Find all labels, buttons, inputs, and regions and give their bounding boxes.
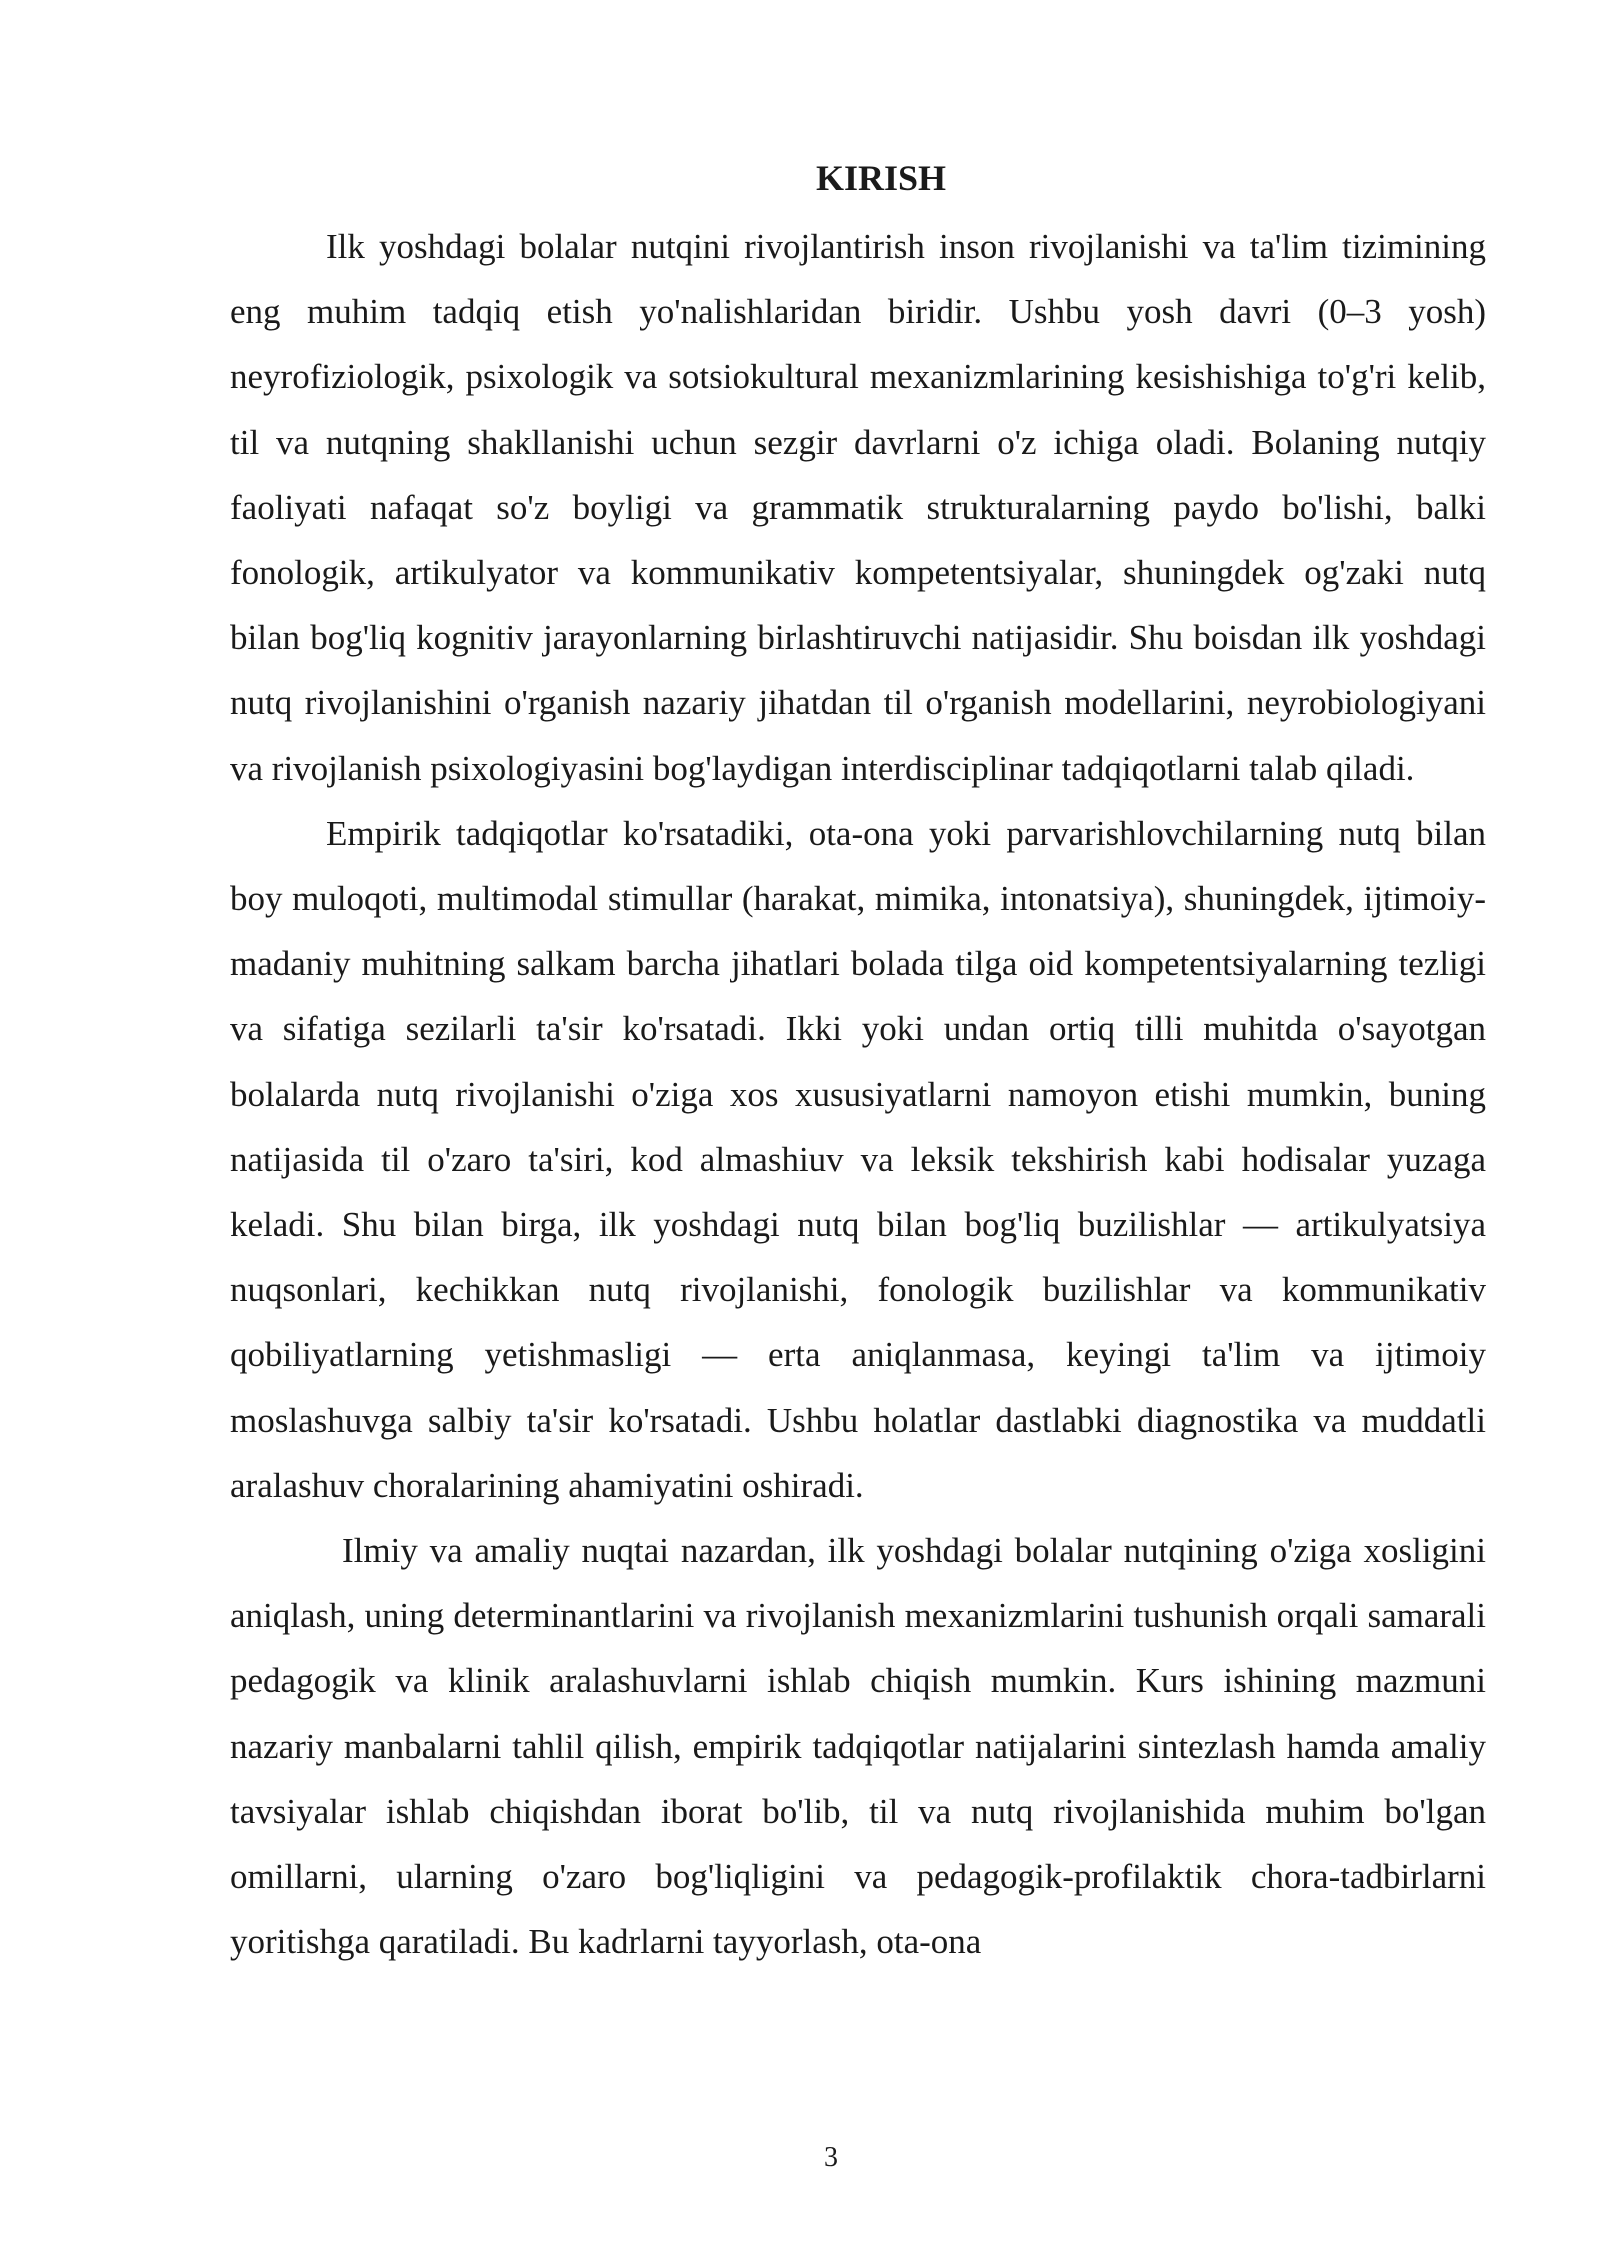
section-title: KIRISH: [815, 158, 947, 198]
paragraph-1: Ilk yoshdagi bolalar nutqini rivojlantirish inson rivojlanishi va ta'lim tizimining eng muhim tadqiq etish yo'nalishlaridan biridir. Ushbu yosh davri (0–3 yosh) neyrofiziologik, psixologik va sotsiokultural mexanizmlarining kesishishiga to'g'ri kelib, til va nutqning shakllanishi uchun sezgir davrlarni o'z ichiga oladi. Bolaning nutqiy faoliyati nafaqat so'z boyligi va grammatik strukturalarning paydo bo'lishi, balki fonologik, artikulyator va kommunikativ kompetentsiyalar, shuningdek og'zaki nutq bilan bog'liq kognitiv jarayonlarning birlashtiruvchi natijasidir. Shu boisdan ilk yoshdagi nutq rivojlanishini o'rganish nazariy jihatdan til o'rganish modellarini, neyrobiologiyani va rivojlanish psixologiyasini bog'laydigan interdisciplinar tadqiqotlarni talab qiladi.: [230, 227, 1486, 788]
page-number: 3: [824, 2142, 838, 2173]
page-content: [230, 148, 1486, 1974]
paragraph-3: Ilmiy va amaliy nuqtai nazardan, ilk yoshdagi bolalar nutqining o'ziga xosligini aniqlash, uning determinantlarini va rivojlanish mexanizmlarini tushunish orqali samarali pedagogik va klinik aralashuvlarni ishlab chiqish mumkin. Kurs ishining mazmuni nazariy manbalarni tahlil qilish, empirik tadqiqotlar natijalarini sintezlash hamda amaliy tavsiyalar ishlab chiqishdan iborat bo'lib, til va nutq rivojlanishida muhim bo'lgan omillarni, ularning o'zaro bog'liqligini va pedagogik-profilaktik chora-tadbirlarni yoritishga qaratiladi. Bu kadrlarni tayyorlash, ota-ona: [230, 1531, 1486, 1962]
paragraph-2: Empirik tadqiqotlar ko'rsatadiki, ota-ona yoki parvarishlovchilarning nutq bilan boy muloqoti, multimodal stimullar (harakat, mimika, intonatsiya), shuningdek, ijtimoiy-madaniy muhitning salkam barcha jihatlari bolada tilga oid kompetentsiyalarning tezligi va sifatiga sezilarli ta'sir ko'rsatadi. Ikki yoki undan ortiq tilli muhitda o'sayotgan bolalarda nutq rivojlanishi o'ziga xos xususiyatlarni namoyon etishi mumkin, buning natijasida til o'zaro ta'siri, kod almashiuv va leksik tekshirish kabi hodisalar yuzaga keladi. Shu bilan birga, ilk yoshdagi nutq bilan bog'liq buzilishlar — artikulyatsiya nuqsonlari, kechikkan nutq rivojlanishi, fonologik buzilishlar va kommunikativ qobiliyatlarning yetishmasligi — erta aniqlanmasa, keyingi ta'lim va ijtimoiy moslashuvga salbiy ta'sir ko'rsatadi. Ushbu holatlar dastlabki diagnostika va muddatli aralashuv choralarining ahamiyatini oshiradi.: [230, 813, 1486, 1505]
